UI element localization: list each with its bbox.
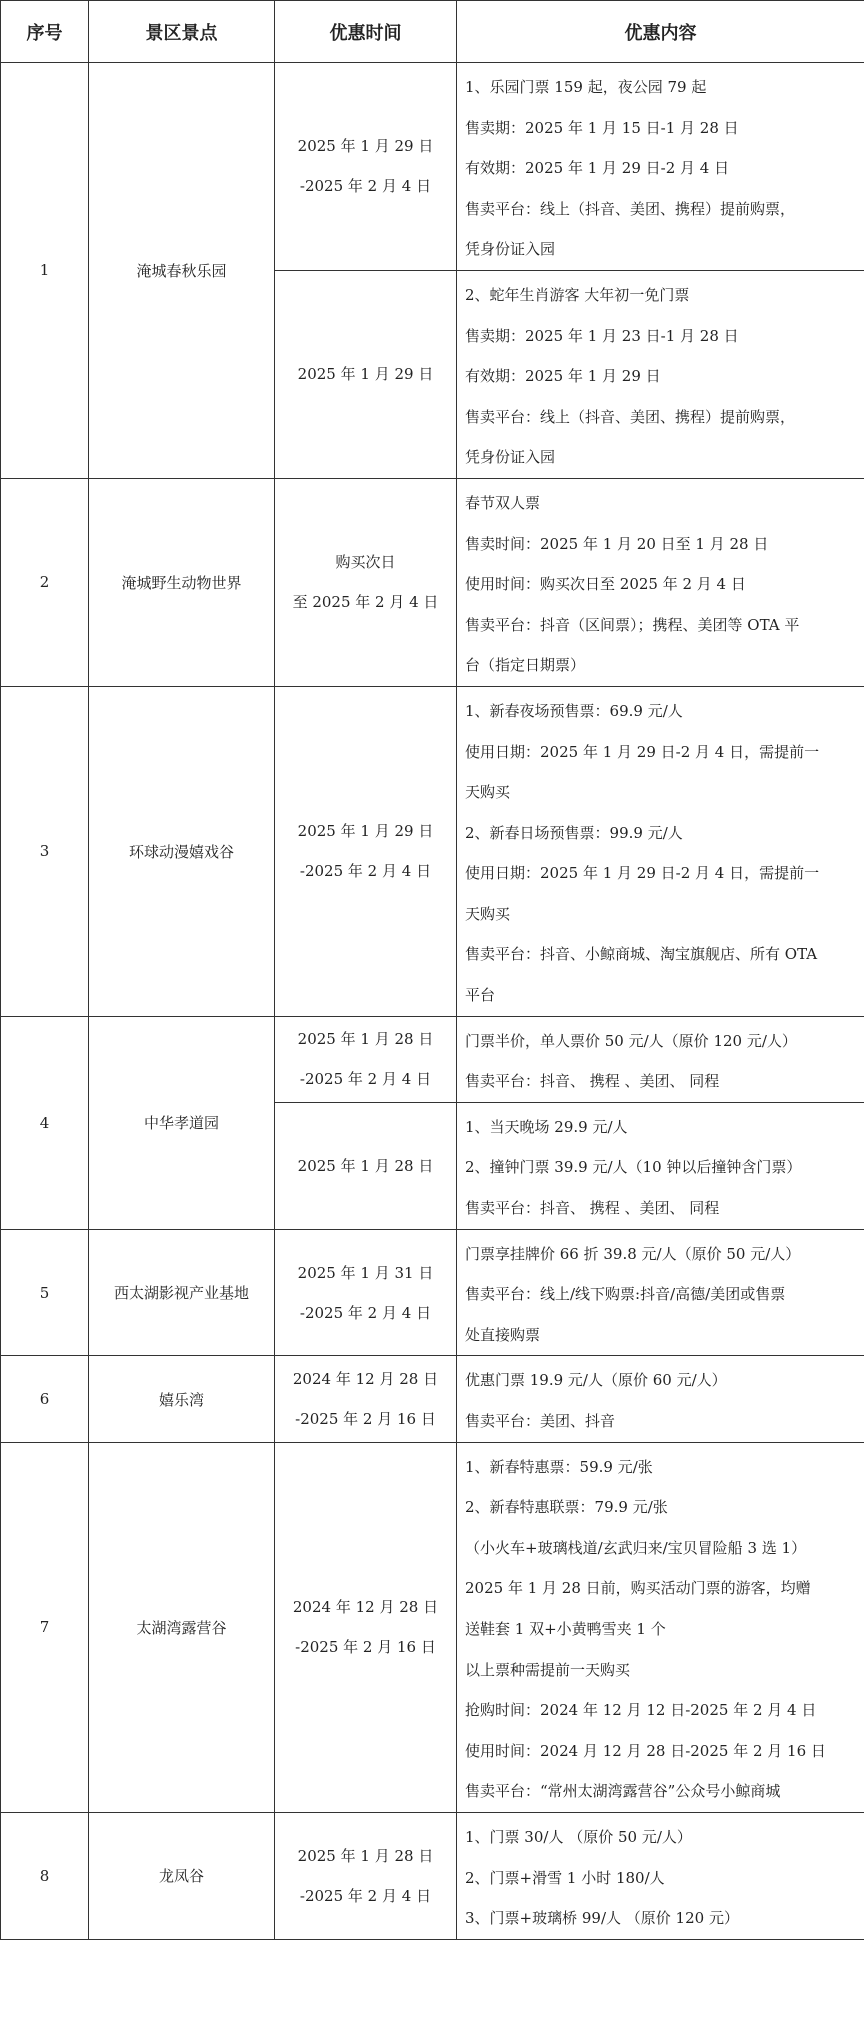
content-line: 天购买 xyxy=(465,783,511,802)
period-line: -2025 年 2 月 4 日 xyxy=(299,1886,432,1905)
content-line: 使用时间：2024 月 12 月 28 日-2025 年 2 月 16 日 xyxy=(465,1741,826,1760)
promotion-content xyxy=(457,1102,864,1229)
content-line: 凭身份证入园 xyxy=(465,240,556,259)
promotion-content xyxy=(457,1356,864,1442)
content-line: 送鞋套 1 双+小黄鸭雪夹 1 个 xyxy=(465,1619,666,1638)
promotion-period xyxy=(275,1812,457,1939)
content-line: 天购买 xyxy=(465,904,511,923)
content-line: 1、新春特惠票：59.9 元/张 xyxy=(465,1457,653,1476)
table-row xyxy=(1,1442,864,1812)
attraction-name: 环球动漫嬉戏谷 xyxy=(89,686,275,1016)
period-line: 2025 年 1 月 29 日 xyxy=(297,137,434,156)
period-line: 2025 年 1 月 29 日 xyxy=(297,365,434,384)
promotion-period xyxy=(275,478,457,686)
table-row xyxy=(1,63,864,271)
row-number: 4 xyxy=(1,1016,89,1229)
row-number: 6 xyxy=(1,1356,89,1442)
period-line: -2025 年 2 月 4 日 xyxy=(299,1070,432,1089)
content-line: 3、门票+玻璃桥 99/人 （原价 120 元） xyxy=(465,1909,739,1928)
promotion-period xyxy=(275,63,457,271)
content-line: 有效期：2025 年 1 月 29 日-2 月 4 日 xyxy=(465,159,730,178)
promotion-content xyxy=(457,1442,864,1812)
period-line: -2025 年 2 月 4 日 xyxy=(299,862,432,881)
period-line: 2025 年 1 月 29 日 xyxy=(297,822,434,841)
content-line: 门票享挂牌价 66 折 39.8 元/人（原价 50 元/人） xyxy=(465,1244,801,1263)
content-line: 抢购时间：2024 年 12 月 12 日-2025 年 2 月 4 日 xyxy=(465,1701,817,1720)
promotion-content xyxy=(457,63,864,271)
promotion-period xyxy=(275,1016,457,1102)
period-line: -2025 年 2 月 4 日 xyxy=(299,177,432,196)
content-line: 2、撞钟门票 39.9 元/人（10 钟以后撞钟含门票） xyxy=(465,1158,802,1177)
period-line: 2024 年 12 月 28 日 xyxy=(292,1598,439,1617)
period-line: -2025 年 2 月 16 日 xyxy=(295,1410,436,1428)
attraction-name: 嬉乐湾 xyxy=(89,1356,275,1442)
promotion-period xyxy=(275,1356,457,1442)
content-line: 使用日期：2025 年 1 月 29 日-2 月 4 日，需提前一 xyxy=(465,742,820,761)
content-line: 售卖平台：美团、抖音 xyxy=(465,1412,616,1430)
content-line: 2、门票+滑雪 1 小时 180/人 xyxy=(465,1868,665,1887)
content-line: 以上票种需提前一天购买 xyxy=(465,1660,631,1679)
content-line: 售卖平台：线上（抖音、美团、携程）提前购票， xyxy=(465,407,796,426)
content-line: 售卖时间：2025 年 1 月 20 日至 1 月 28 日 xyxy=(465,534,769,553)
table-row xyxy=(1,1812,864,1939)
period-line: 2025 年 1 月 28 日 xyxy=(297,1156,434,1175)
content-line: 台（指定日期票） xyxy=(465,656,586,675)
table-row xyxy=(1,478,864,686)
content-line: 2、新春日场预售票：99.9 元/人 xyxy=(465,823,683,842)
row-number: 8 xyxy=(1,1812,89,1939)
period-line: 2025 年 1 月 28 日 xyxy=(297,1030,434,1049)
content-line: 1、新春夜场预售票：69.9 元/人 xyxy=(465,701,683,720)
promotion-period xyxy=(275,1442,457,1812)
content-line: 门票半价，单人票价 50 元/人（原价 120 元/人） xyxy=(465,1031,797,1050)
content-line: 处直接购票 xyxy=(465,1325,541,1344)
period-line: 至 2025 年 2 月 4 日 xyxy=(292,593,439,612)
content-line: 售卖平台：“常州太湖湾露营谷”公众号小鲸商城 xyxy=(465,1782,781,1801)
promotion-content xyxy=(457,1229,864,1356)
table-row xyxy=(1,686,864,1016)
promotion-period xyxy=(275,270,457,478)
header-attraction: 景区景点 xyxy=(89,1,275,63)
content-line: 售卖平台：线上/线下购票:抖音/高德/美团或售票 xyxy=(465,1285,786,1304)
period-line: 购买次日 xyxy=(335,553,396,572)
content-line: 售卖平台：线上（抖音、美团、携程）提前购票， xyxy=(465,199,796,218)
attraction-name: 淹城野生动物世界 xyxy=(89,478,275,686)
content-line: 平台 xyxy=(465,986,496,1005)
table-row xyxy=(1,1229,864,1356)
promotion-period xyxy=(275,1229,457,1356)
period-line: 2025 年 1 月 31 日 xyxy=(297,1263,434,1282)
promotion-period xyxy=(275,686,457,1016)
content-line: 1、门票 30/人 （原价 50 元/人） xyxy=(465,1827,692,1846)
header-content: 优惠内容 xyxy=(457,1,864,63)
content-line: 2、蛇年生肖游客 大年初一免门票 xyxy=(465,285,690,304)
content-line: 凭身份证入园 xyxy=(465,448,556,467)
row-number: 2 xyxy=(1,478,89,686)
content-line: 售卖平台：抖音、 携程 、美团、 同程 xyxy=(465,1072,720,1091)
header-period: 优惠时间 xyxy=(275,1,457,63)
row-number: 1 xyxy=(1,63,89,479)
attraction-name: 太湖湾露营谷 xyxy=(89,1442,275,1812)
row-number: 7 xyxy=(1,1442,89,1812)
row-number: 3 xyxy=(1,686,89,1016)
content-line: 售卖平台：抖音、 携程 、美团、 同程 xyxy=(465,1199,720,1218)
period-line: 2025 年 1 月 28 日 xyxy=(297,1846,434,1865)
content-line: 2025 年 1 月 28 日前，购买活动门票的游客，均赠 xyxy=(465,1579,811,1598)
content-line: 1、当天晚场 29.9 元/人 xyxy=(465,1117,628,1136)
content-line: 售卖平台：抖音、小鲸商城、淘宝旗舰店、所有 OTA xyxy=(465,945,818,964)
content-line: 售卖期：2025 年 1 月 23 日-1 月 28 日 xyxy=(465,326,739,345)
content-line: 售卖期：2025 年 1 月 15 日-1 月 28 日 xyxy=(465,118,739,137)
content-line: 使用日期：2025 年 1 月 29 日-2 月 4 日，需提前一 xyxy=(465,864,820,883)
promotion-content xyxy=(457,686,864,1016)
period-line: 2024 年 12 月 28 日 xyxy=(292,1370,439,1388)
table-row xyxy=(1,1356,864,1442)
content-line: 使用时间：购买次日至 2025 年 2 月 4 日 xyxy=(465,575,746,594)
promotion-content xyxy=(457,270,864,478)
promotion-content xyxy=(457,478,864,686)
content-line: 2、新春特惠联票：79.9 元/张 xyxy=(465,1498,668,1517)
row-number: 5 xyxy=(1,1229,89,1356)
period-line: -2025 年 2 月 16 日 xyxy=(295,1638,436,1657)
content-line: 优惠门票 19.9 元/人（原价 60 元/人） xyxy=(465,1371,727,1390)
period-line: -2025 年 2 月 4 日 xyxy=(299,1303,432,1322)
content-line: 有效期：2025 年 1 月 29 日 xyxy=(465,367,661,386)
table-row xyxy=(1,1016,864,1102)
header-no: 序号 xyxy=(1,1,89,63)
promotion-period xyxy=(275,1102,457,1229)
content-line: 1、乐园门票 159 起，夜公园 79 起 xyxy=(465,78,707,96)
promotion-content xyxy=(457,1812,864,1939)
content-line: 春节双人票 xyxy=(465,493,541,512)
attraction-name: 淹城春秋乐园 xyxy=(89,63,275,479)
content-line: 售卖平台：抖音（区间票）；携程、美团等 OTA 平 xyxy=(465,615,800,634)
header-row xyxy=(1,1,864,63)
attraction-name: 西太湖影视产业基地 xyxy=(89,1229,275,1356)
promotion-content xyxy=(457,1016,864,1102)
attraction-name: 龙凤谷 xyxy=(89,1812,275,1939)
attraction-name: 中华孝道园 xyxy=(89,1016,275,1229)
content-line: （小火车+玻璃栈道/玄武归来/宝贝冒险船 3 选 1） xyxy=(465,1538,807,1557)
